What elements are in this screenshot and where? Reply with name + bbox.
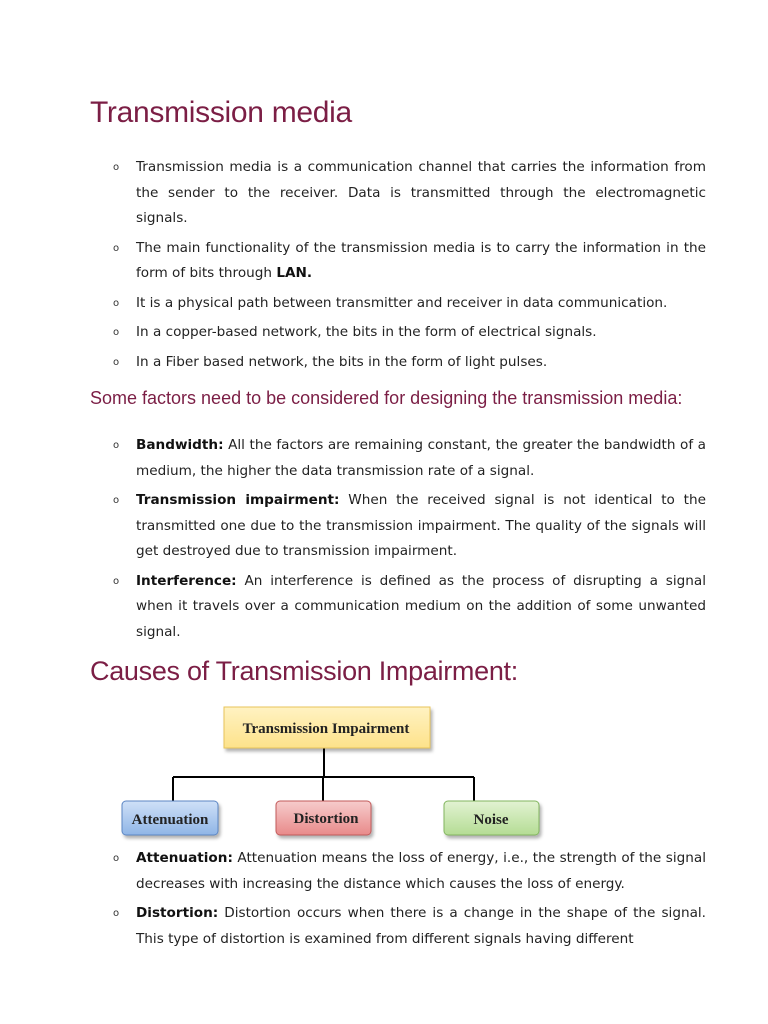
item-text: An interference is defined as the process of disrupting a signal when it travels over a communication medium on the addition of some unwanted signal. (136, 572, 706, 640)
bullet-icon: o (113, 162, 120, 173)
page-title: Transmission media (90, 96, 352, 129)
list-item (0, 569, 706, 646)
distortion-label: Distortion (293, 811, 359, 827)
impairment-diagram (0, 700, 768, 845)
item-bold-suffix: LAN. (276, 265, 313, 281)
node-noise (444, 801, 539, 835)
bullet-icon: o (113, 440, 120, 451)
list-item (0, 291, 706, 317)
list-item (0, 488, 706, 565)
item-text: The main functionality of the transmission media is to carry the information in the form of bits through (136, 239, 706, 281)
list-item (0, 433, 706, 484)
factor-list (0, 433, 768, 649)
connector-lines (173, 748, 474, 801)
item-text: In a copper-based network, the bits in the form of electrical signals. (136, 324, 597, 340)
node-distortion (276, 801, 371, 835)
list-item (0, 155, 706, 232)
list-item (0, 236, 706, 287)
list-item (0, 350, 706, 376)
bullet-icon: o (113, 242, 120, 254)
list-item (0, 901, 706, 952)
bullet-icon: o (113, 356, 120, 368)
item-text: All the factors are remaining constant, the greater the bandwidth of a medium, the higher the data transmission rate of a signal. (136, 437, 706, 479)
bullet-icon: o (113, 297, 120, 309)
root-label: Transmission Impairment (242, 721, 410, 737)
item-text: When the received signal is not identical to the transmitted one due to the transmission impairment. The quality of the signals will get destroyed due to transmission impairment. (136, 492, 706, 559)
item-text: Attenuation means the loss of energy, i.e., the strength of the signal decreases with increasing the distance which causes the loss of energy. (136, 850, 706, 892)
item-text: It is a physical path between transmitter and receiver in data communication. (136, 294, 668, 311)
list-item (0, 846, 706, 897)
bullet-icon: o (113, 495, 120, 506)
item-bold-label: Distortion: (136, 905, 219, 921)
cause-list (0, 846, 768, 956)
bullet-icon: o (113, 327, 120, 338)
attenuation-label: Attenuation (131, 812, 209, 828)
noise-label: Noise (473, 812, 509, 828)
item-bold-label: Interference: (136, 572, 237, 589)
section-subheading: Some factors need to be considered for designing the transmission media: (90, 388, 683, 408)
node-attenuation (122, 801, 218, 835)
intro-list (0, 155, 768, 379)
root-node (224, 707, 430, 748)
list-item (0, 320, 706, 346)
item-text: In a Fiber based network, the bits in the form of light pulses. (136, 353, 548, 370)
section-heading: Causes of Transmission Impairment: (90, 656, 518, 686)
bullet-icon: o (113, 575, 120, 587)
item-text: Transmission media is a communication channel that carries the information from the sender to the receiver. Data is transmitted through the electromagnetic signals. (136, 159, 706, 226)
bullet-icon: o (113, 853, 120, 864)
item-text: Distortion occurs when there is a change in the shape of the signal. This type of distortion is examined from different signals having different (136, 905, 706, 947)
item-bold-label: Attenuation: (136, 850, 233, 866)
item-bold-label: Transmission impairment: (136, 492, 340, 508)
bullet-icon: o (113, 908, 120, 919)
item-bold-label: Bandwidth: (136, 437, 224, 453)
